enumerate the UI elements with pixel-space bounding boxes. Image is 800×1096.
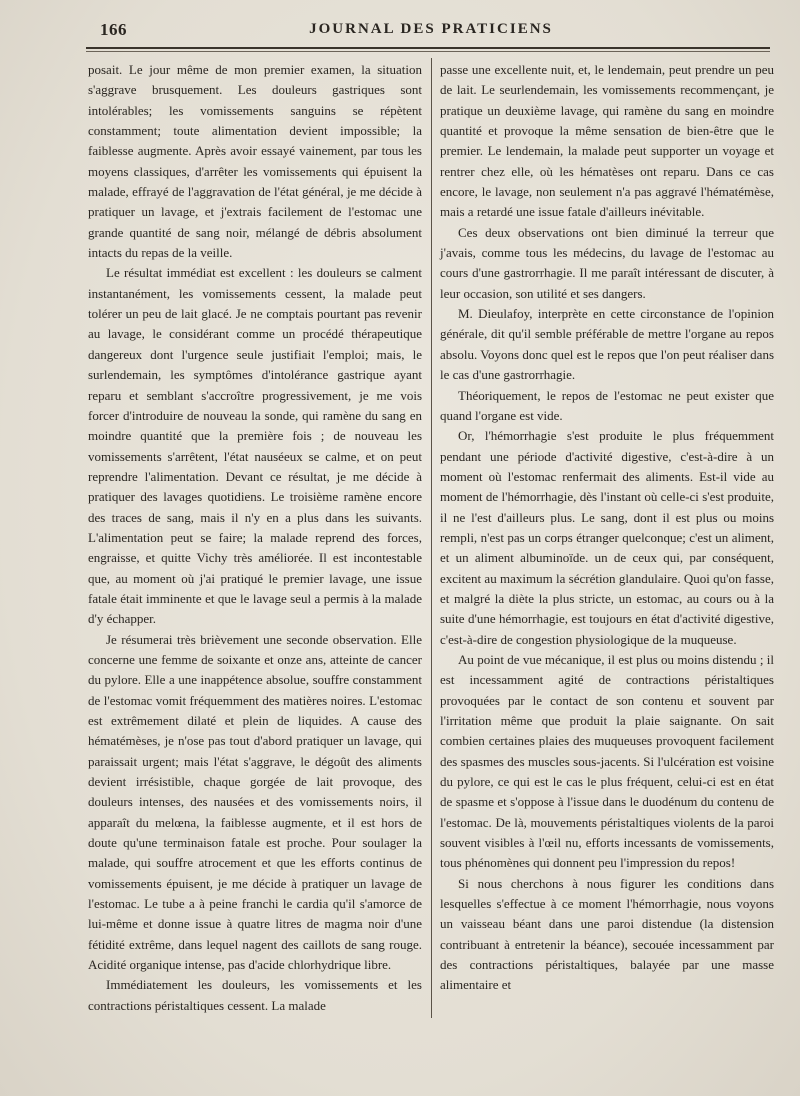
page-header [86,20,776,46]
paragraph: Or, l'hémorrhagie s'est produite le plus fréquemment pendant une période d'activité digestive, c'est-à-dire à un moment où l'estomac renfermait des aliments. Est-il vide au moment de l'hémorrhagie, dès l'instant où celle-ci s'est produite, il ne l'est d'ailleurs plus. Le sang, dont il est plus ou moins rempli, n'est pas un corps étranger quelconque; c'est un aliment, et un aliment albuminoïde. un de ceux qui, par conséquent, excitent au maximum la sécrétion glandulaire. Quoi qu'on fasse, et malgré la diète la plus stricte, un estomac, au cours ou à la suite d'une hémorrhagie, est toujours en état d'activité digestive, c'est-à-dire de congestion physiologique de la muqueuse. [440,428,774,647]
page-number: 166 [100,20,127,39]
column-divider [431,58,432,1018]
paragraph: Ces deux observations ont bien diminué la terreur que j'avais, comme tous les médecins, du lavage de l'estomac au cours d'une gastrorrhagie. Il me paraît intéressant de discuter, à leur occasion, son utilité et ses dangers. [440,224,774,301]
journal-title: JOURNAL DES PRATICIENS [309,21,553,37]
paragraph: M. Dieulafoy, interprète en cette circonstance de l'opinion générale, dit qu'il semble préférable de mettre l'organe au repos absolu. Voyons donc quel est le repos que l'on peut réaliser dans le cas d'une gastrorrhagie. [440,306,774,383]
paragraph: Le résultat immédiat est excellent : les douleurs se calment instantanément, les vomissements cessent, la malade peut tolérer un peu de lait glacé. Je ne comptais pourtant pas revenir au lavage, le considérant comme un procédé thérapeutique dangereux dont l'urgence seule justifiait l'emploi; mais, le surlendemain, les symptômes d'intolérance gastrique ayant reparu et semblant s'accroître progressivement, je me vois forcer d'introduire de nouveau la sonde, qui ramène du sang en moindre quantité que la première fois ; de nouveau les vomissements s'arrêtent, l'état nauséeux se calme, et on peut reprendre l'alimentation. Devant ce résultat, je me décide à pratiquer des lavages quotidiens. Le troisième ramène encore des traces de sang, mais il n'y en a plus dans les suivants. L'alimentation peut se faire; la malade reprend des forces, engraisse, et quitte Vichy très améliorée. Il est incontestable que, au moment où j'ai pratiqué le premier lavage, une issue fatale était imminente et que le lavage seul a permis à la malade d'y échapper. [88,265,422,627]
right-column [440,60,774,996]
header-rule [86,47,770,49]
paragraph: Si nous cherchons à nous figurer les conditions dans lesquelles s'effectue à ce moment l'hémorrhagie, nous voyons un vaisseau béant dans une paroi distendue (la distension contribuant à entretenir la béance), secouée incessamment par des contractions péristaltiques, balayée par une masse alimentaire et [440,875,774,993]
paragraph: Théoriquement, le repos de l'estomac ne peut exister que quand l'organe est vide. [440,387,774,423]
paragraph: passe une excellente nuit, et, le lendemain, peut prendre un peu de lait. Le seurlendemain, les vomissements recommençant, je pratique un deuxième lavage, qui ramène du sang en moindre quantité et provoque la même sensation de bien-être que le premier. Le lendemain, la malade peut supporter un voyage et rentrer chez elle, où les hématèses ont reparu. Dans ce cas encore, le lavage, non seulement n'a pas aggravé l'hématémèse, mais a retardé une issue fatale d'ailleurs inévitable. [440,62,774,220]
paragraph: Je résumerai très brièvement une seconde observation. Elle concerne une femme de soixante et onze ans, atteinte de cancer du pylore. Elle a une inappétence absolue, souffre constamment de l'estomac vomit fréquemment des matières noires. L'estomac est extrêmement dilaté et plein de liquides. A cause des hématémèses, je n'ose pas tout d'abord pratiquer un lavage, qui paraissait urgent; mais l'état s'aggrave, le dégoût des aliments devient irrésistible, chaque gorgée de lait provoque, des douleurs intenses, des nausées et des vomissements noirs, il apparaît du melœna, la faiblesse augmente, et il est hors de doute qu'une terminaison fatale est proche. Pour soulager la malade, qui souffre atrocement et que les efforts continus de vomissements épuisent, je me décide à pratiquer un lavage de l'estomac. Le tube a à peine franchi le cardia qu'il s'amorce de lui-même et donne issue à quatre litres de magma noir d'une fétidité extrême, dans lequel nagent des caillots de sang rouge. Acidité organique intense, pas d'acide chlorhydrique libre. [88,631,422,973]
paragraph: posait. Le jour même de mon premier examen, la situation s'aggrave brusquement. Les douleurs gastriques sont intolérables; les vomissements sanguins se répètent constamment; toute alimentation devient impossible; la faiblesse augmente. Après avoir essayé vainement, par tous les moyens classiques, d'arrêter les vomissements qui épuisent la malade, effrayé de l'aggravation de l'état général, je me décide à pratiquer un lavage, et j'extrais facilement de l'estomac une grande quantité de sang noir, mélangé de débris absolument intacts du repas de la veille. [88,62,422,261]
paragraph: Immédiatement les douleurs, les vomissements et les contractions péristaltiques cessent. La malade [88,977,422,1013]
left-column [88,60,422,1016]
paragraph: Au point de vue mécanique, il est plus ou moins distendu ; il est incessamment agité de contractions péristaltiques provoquées par le contact de son contenu et souvent par l'irritation même que produit la plaie saignante. On sait combien certaines plaies des muqueuses provoquent facilement des spasmes des muscles sous-jacents. Si l'ulcération est voisine du pylore, ce qui est le cas le plus fréquent, celui-ci est en état de spasme et s'oppose à l'issue dans le duodénum du contenu de l'estomac. De là, mouvements péristaltiques violents de la paroi souvent visibles à l'œil nu, efforts incessants de vomissements, tous phénomènes qui donnent peu l'impression du repos! [440,651,774,871]
header-rule-thin [86,51,770,52]
